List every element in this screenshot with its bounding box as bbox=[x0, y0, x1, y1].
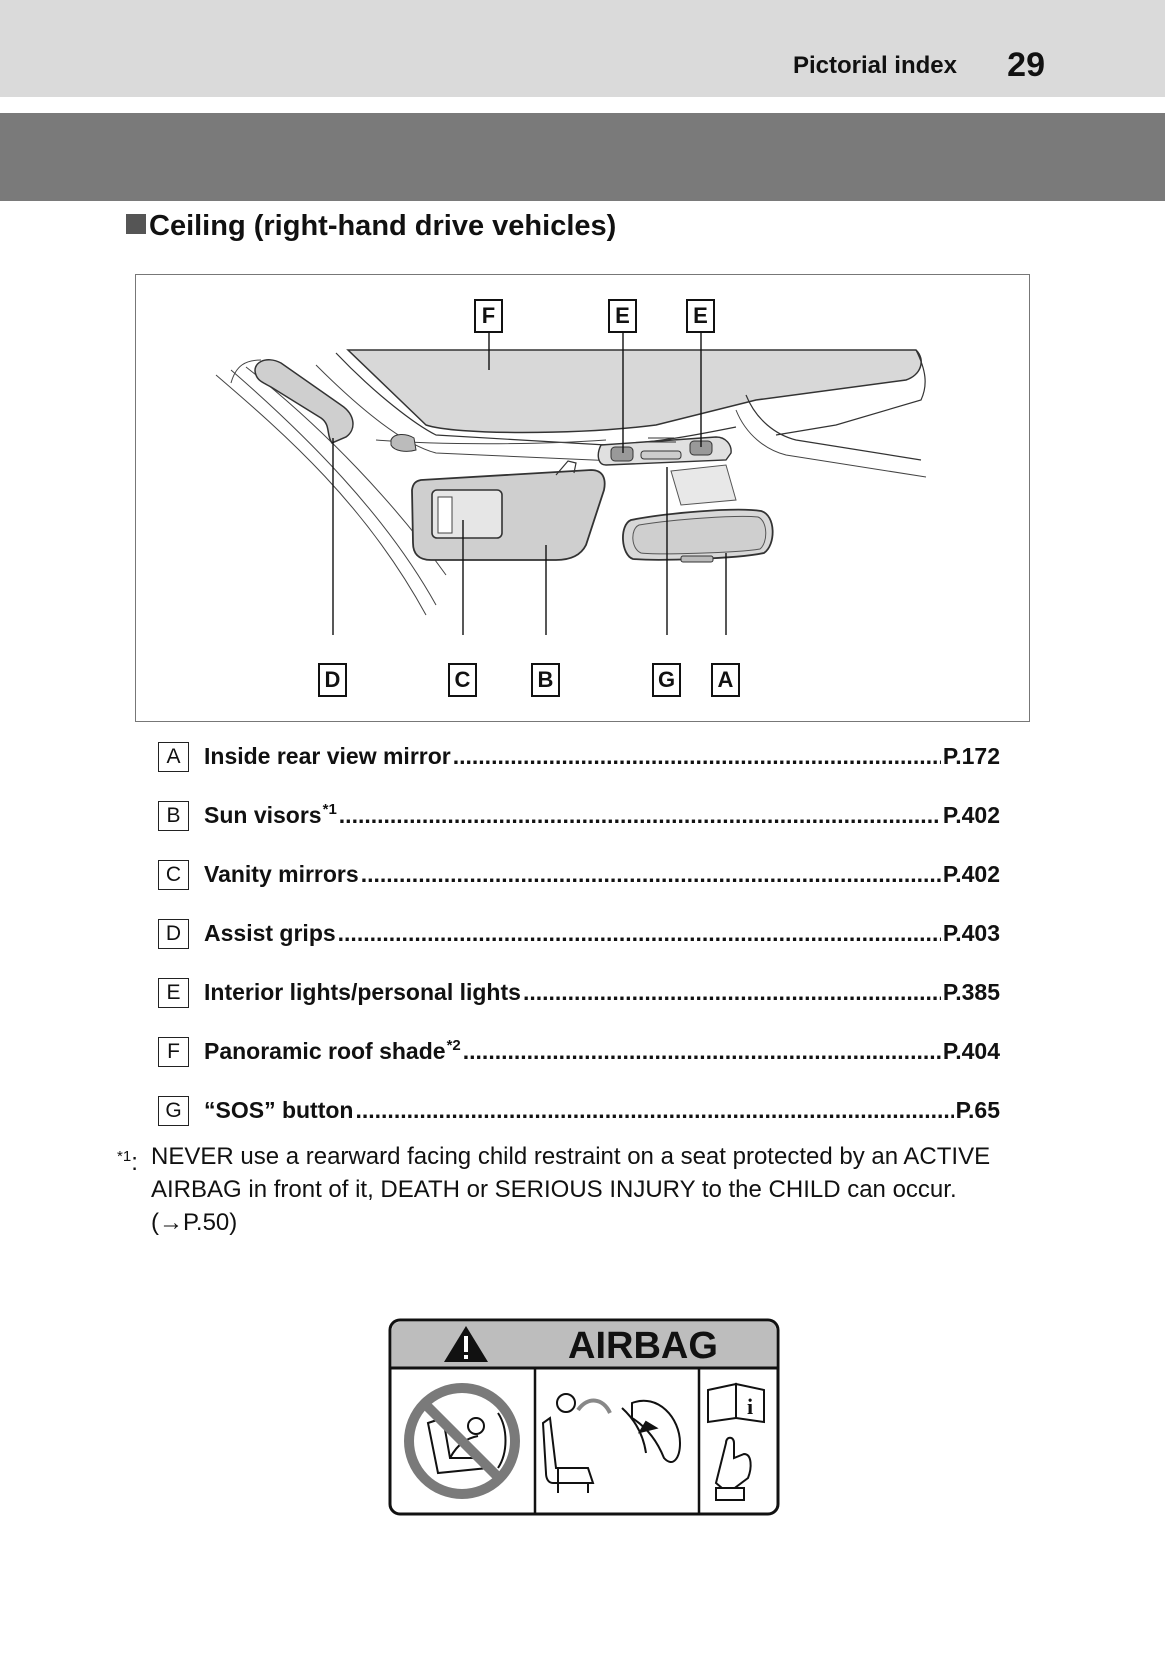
svg-text:i: i bbox=[746, 1394, 754, 1419]
callout-e-left: E bbox=[608, 299, 637, 333]
callout-d: D bbox=[318, 663, 347, 697]
item-key: E bbox=[158, 978, 189, 1008]
page-header bbox=[0, 0, 1165, 97]
footnote bbox=[117, 1140, 1037, 1239]
list-item bbox=[158, 799, 1000, 833]
callout-a: A bbox=[711, 663, 740, 697]
item-label: Inside rear view mirror bbox=[204, 743, 451, 769]
footnote-mark bbox=[117, 1140, 138, 1179]
panoramic-roof bbox=[348, 350, 921, 433]
interior-light-left bbox=[611, 447, 633, 461]
page-number: 29 bbox=[1007, 46, 1045, 84]
item-label: Sun visors bbox=[204, 802, 322, 828]
page-reference[interactable]: P.65 bbox=[955, 1097, 1000, 1123]
list-item bbox=[158, 1035, 1000, 1069]
page-reference[interactable]: P.385 bbox=[942, 979, 1000, 1005]
page-reference[interactable]: P.402 bbox=[942, 861, 1000, 887]
callout-c: C bbox=[448, 663, 477, 697]
item-key: D bbox=[158, 919, 189, 949]
airbag-label-graphic bbox=[388, 1318, 780, 1516]
page-reference[interactable]: P.402 bbox=[942, 802, 1000, 828]
no-child-seat-icon bbox=[409, 1388, 515, 1494]
header-band bbox=[0, 113, 1165, 201]
ceiling-illustration bbox=[136, 275, 1029, 721]
callout-e-right: E bbox=[686, 299, 715, 333]
callout-g: G bbox=[652, 663, 681, 697]
footnote-text: NEVER use a rearward facing child restraint on a seat protected by an ACTIVE AIRBAG in front of it, DEATH or SERIOUS INJURY to the CHILD can occur. (→P.50) bbox=[151, 1143, 991, 1236]
item-key: G bbox=[158, 1096, 189, 1126]
item-label: Interior lights/personal lights bbox=[204, 979, 521, 1005]
square-bullet-icon bbox=[126, 214, 146, 234]
section-heading bbox=[126, 210, 616, 243]
list-item bbox=[158, 976, 1000, 1010]
list-item bbox=[158, 858, 1000, 892]
sos-button-panel bbox=[641, 451, 681, 459]
footnote-marker: *1 bbox=[322, 801, 337, 818]
airbag-warning-label bbox=[388, 1318, 780, 1516]
page-reference[interactable]: P.172 bbox=[942, 743, 1000, 769]
ceiling-diagram bbox=[135, 274, 1030, 722]
assist-grip bbox=[255, 360, 353, 443]
item-key: F bbox=[158, 1037, 189, 1067]
footnote-marker: *2 bbox=[446, 1037, 461, 1054]
list-item bbox=[158, 917, 1000, 951]
section-heading-text: Ceiling (right-hand drive vehicles) bbox=[149, 210, 617, 242]
item-key: A bbox=[158, 742, 189, 772]
item-label: “SOS” button bbox=[204, 1097, 354, 1123]
item-key: C bbox=[158, 860, 189, 890]
page-reference[interactable]: P.404 bbox=[942, 1038, 1000, 1064]
callout-b: B bbox=[531, 663, 560, 697]
item-label: Vanity mirrors bbox=[204, 861, 359, 887]
section-title: Pictorial index bbox=[792, 52, 957, 79]
callout-f: F bbox=[474, 299, 503, 333]
item-label: Assist grips bbox=[204, 920, 336, 946]
list-item bbox=[158, 740, 1000, 774]
footnote-separator: : bbox=[131, 1149, 138, 1176]
item-label: Panoramic roof shade bbox=[204, 1038, 446, 1064]
list-item bbox=[158, 1094, 1000, 1128]
footnote-mark-text: *1 bbox=[117, 1148, 132, 1165]
page-reference[interactable]: P.403 bbox=[942, 920, 1000, 946]
airbag-title: AIRBAG bbox=[568, 1325, 718, 1367]
item-key: B bbox=[158, 801, 189, 831]
